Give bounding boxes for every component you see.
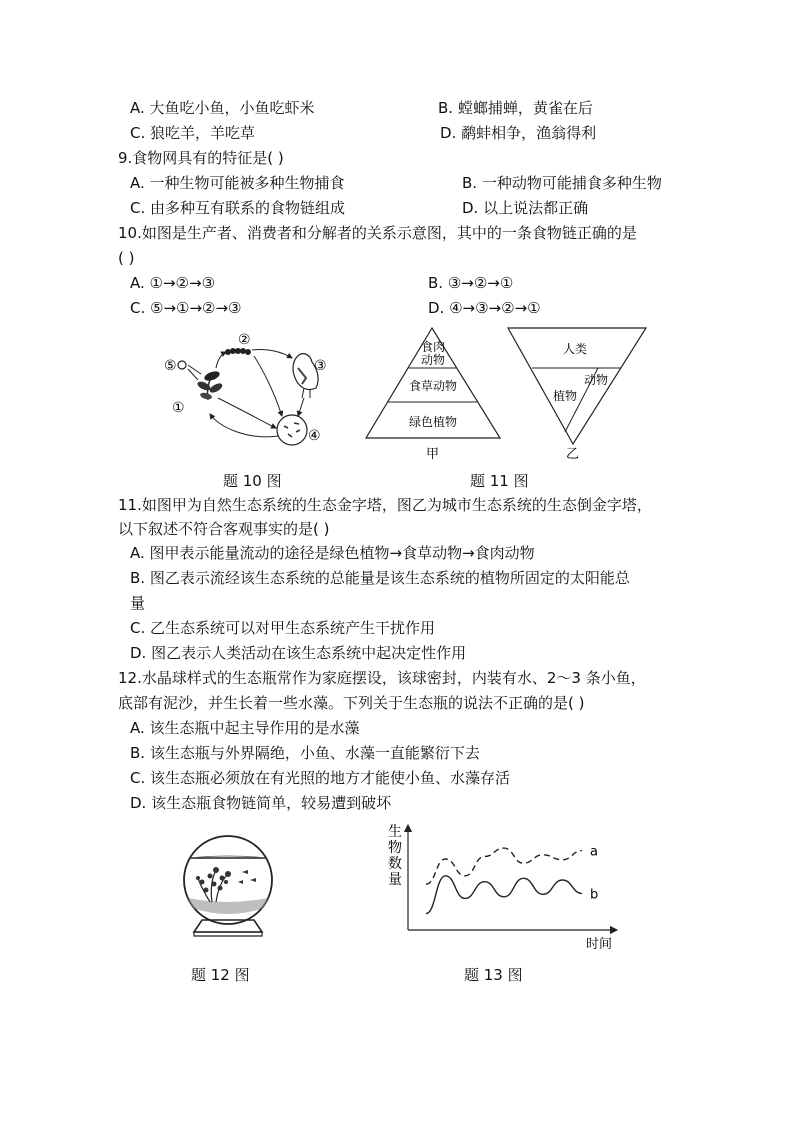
jia-label: 甲 [426,447,440,462]
label-3: ③ [314,358,327,374]
yi-top: 人类 [563,342,588,356]
yi-animal: 动物 [584,373,609,387]
yi-plant: 植物 [553,389,578,403]
q12-option-b: B. 该生态瓶与外界隔绝，小鱼、水藻一直能繁衍下去 [130,744,480,762]
q11-figure-caption: 题 11 图 [470,472,529,490]
q12-figure-caption: 题 12 图 [191,966,250,984]
q12-stem-line2: 底部有泥沙，并生长着一些水藻。下列关于生态瓶的说法不正确的是( ) [118,694,585,712]
q9-option-b: B. 一种动物可能捕食多种生物 [462,174,662,192]
q12-option-d: D. 该生态瓶食物链简单，较易遭到破坏 [130,794,392,812]
jia-top-line2: 动物 [421,353,446,367]
q11-option-d: D. 图乙表示人类活动在该生态系统中起决定性作用 [130,644,467,662]
q13-population-chart [364,818,624,954]
q8-option-b: B. 螳螂捕蝉，黄雀在后 [438,99,593,117]
q9-option-a: A. 一种生物可能被多种生物捕食 [130,174,345,192]
jia-top-line1: 食肉 [421,340,446,354]
jia-bottom: 绿色植物 [409,415,458,429]
q11-option-c: C. 乙生态系统可以对甲生态系统产生干扰作用 [130,619,436,637]
label-4: ④ [308,428,321,444]
series-a-line [426,848,582,884]
plant-icon [196,370,224,401]
q10-option-d: D. ④→③→②→① [428,299,541,317]
q13-figure-caption: 题 13 图 [464,966,523,984]
q10-stem-line2: ( ) [118,249,135,267]
fish-icon [238,870,256,884]
decomposer-icon [277,415,307,445]
q12-stem-line1: 12.水晶球样式的生态瓶常作为家庭摆设，该球密封，内装有水、2～3 条小鱼， [118,669,646,687]
q10-figure-caption: 题 10 图 [223,472,282,490]
series-b-line [426,876,582,914]
q8-option-c: C. 狼吃羊，羊吃草 [130,124,256,142]
label-5: ⑤ [164,358,177,374]
q10-stem-line1: 10.如图是生产者、消费者和分解者的关系示意图，其中的一条食物链正确的是 [118,224,637,242]
pyramid-jia [366,328,500,462]
label-1: ① [172,400,185,416]
yi-label: 乙 [566,447,580,462]
q12-option-a: A. 该生态瓶中起主导作用的是水藻 [130,719,360,737]
q9-option-d: D. 以上说法都正确 [462,199,589,217]
q8-option-d: D. 鹬蚌相争，渔翁得利 [440,124,597,142]
q10-option-c: C. ⑤→①→②→③ [130,299,242,317]
q9-option-c: C. 由多种互有联系的食物链组成 [130,199,346,217]
q8-option-a: A. 大鱼吃小鱼，小鱼吃虾米 [130,99,315,117]
q10-option-b: B. ③→②→① [428,274,514,292]
q10-ecosystem-diagram [164,328,348,450]
caterpillar-icon [225,348,251,355]
label-2: ② [238,332,251,348]
q11-stem-line2: 以下叙述不符合客观事实的是( ) [118,520,330,538]
aquatic-plant-icon [196,867,231,902]
q12-option-c: C. 该生态瓶必须放在有光照的地方才能使小鱼、水藻存活 [130,769,511,787]
pyramid-yi [508,328,646,462]
q9-stem: 9.食物网具有的特征是( ) [118,149,284,167]
q11-option-a: A. 图甲表示能量流动的途径是绿色植物→食草动物→食肉动物 [130,544,535,562]
sun-icon [178,361,186,369]
jia-middle: 食草动物 [409,379,458,393]
q11-option-b-line1: B. 图乙表示流经该生态系统的总能量是该生态系统的植物所固定的太阳能总 [130,569,630,587]
series-a-label: a [590,844,598,860]
q11-stem-line1: 11.如图甲为自然生态系统的生态金字塔，图乙为城市生态系统的生态倒金字塔， [118,496,652,514]
q10-option-a: A. ①→②→③ [130,274,216,292]
series-b-label: b [590,887,599,903]
y-axis-label: 生物数量 [388,824,402,888]
x-axis-label: 时间 [586,937,613,952]
q12-eco-bottle-figure [176,832,280,942]
q11-pyramid-diagram [360,322,660,462]
q11-option-b-line2: 量 [130,594,146,612]
